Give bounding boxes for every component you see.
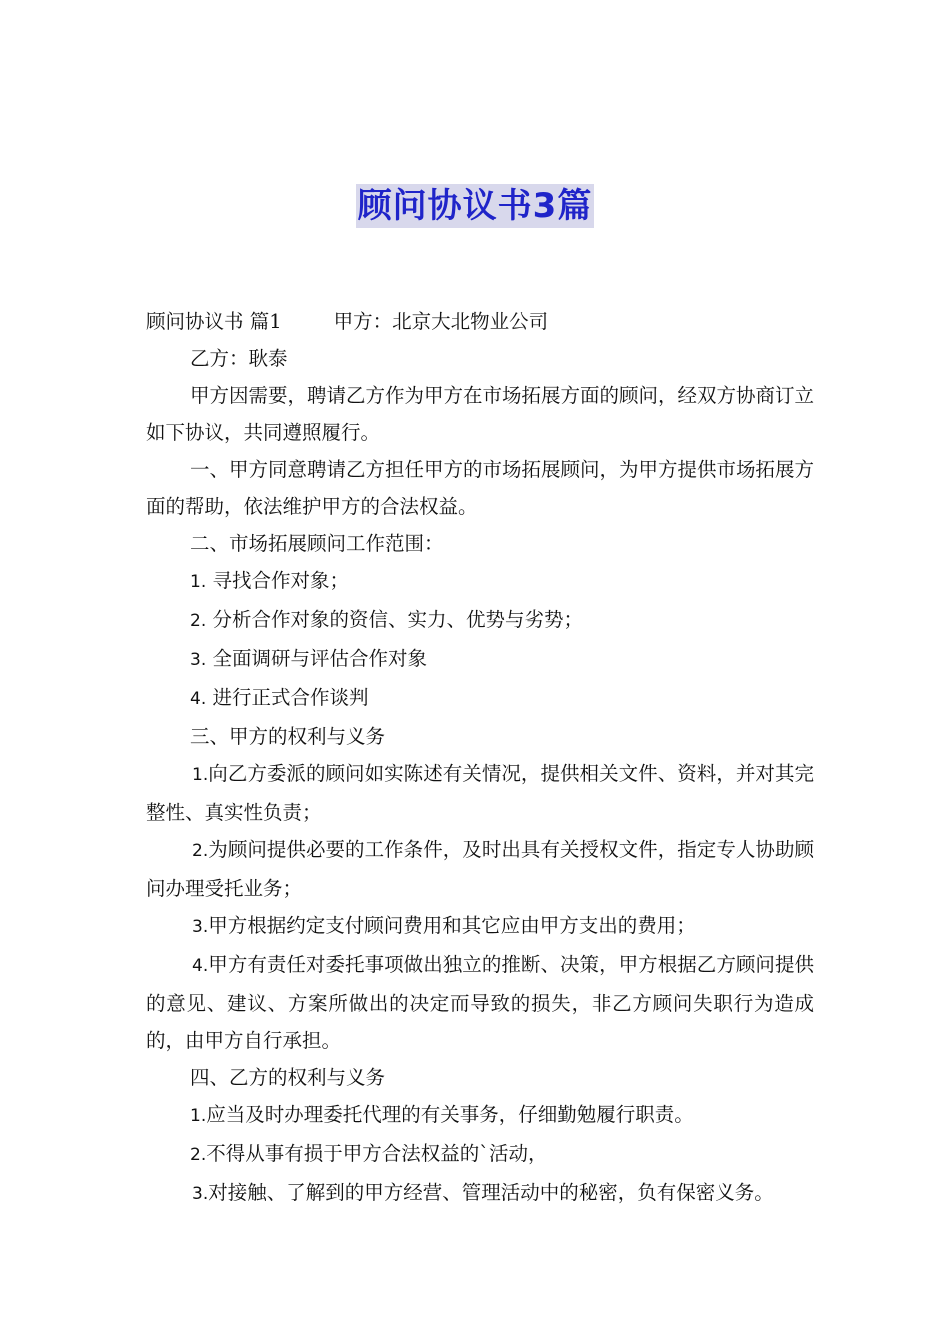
list-item: 4. 进行正式合作谈判	[190, 686, 369, 709]
paragraph: 甲方因需要，聘请乙方作为甲方在市场拓展方面的顾问，经双方协商订立如下协议，共同遵照履行。	[146, 384, 815, 444]
list-item: 3. 全面调研与评估合作对象	[190, 647, 427, 670]
heading-line	[146, 303, 814, 340]
section-heading: 四、乙方的权利与义务	[190, 1066, 386, 1089]
list-item: 1. 寻找合作对象；	[190, 569, 349, 592]
list-item: 2.不得从事有损于甲方合法权益的`活动，	[190, 1142, 548, 1165]
list-item: 2.为顾问提供必要的工作条件，及时出具有关授权文件，指定专人协助顾问办理受托业务；	[146, 838, 814, 900]
list-item: 2. 分析合作对象的资信、实力、优势与劣势；	[190, 608, 583, 631]
paragraph: 一、甲方同意聘请乙方担任甲方的市场拓展顾问，为甲方提供市场拓展方面的帮助，依法维护甲方的合法权益。	[146, 458, 815, 518]
document-body	[146, 303, 814, 1213]
section-label: 顾问协议书 篇1	[146, 310, 282, 333]
party-b: 乙方：耿泰	[190, 347, 288, 370]
section-heading: 三、甲方的权利与义务	[190, 725, 386, 748]
list-item: 1.应当及时办理委托代理的有关事务，仔细勤勉履行职责。	[190, 1103, 694, 1126]
list-item: 4.甲方有责任对委托事项做出独立的推断、决策，甲方根据乙方顾问提供的意见、建议、方案所做出的决定而导致的损失，非乙方顾问失职行为造成的，由甲方自行承担。	[146, 953, 814, 1052]
list-item: 3.对接触、了解到的甲方经营、管理活动中的秘密，负有保密义务。	[192, 1181, 774, 1204]
section-heading: 二、市场拓展顾问工作范围：	[190, 532, 444, 555]
party-a: 甲方：北京大北物业公司	[333, 310, 549, 333]
document-title: 顾问协议书3篇	[357, 186, 593, 226]
list-item: 3.甲方根据约定支付顾问费用和其它应由甲方支出的费用；	[192, 914, 696, 937]
list-item: 1.向乙方委派的顾问如实陈述有关情况，提供相关文件、资料，并对其完整性、真实性负责；	[146, 762, 814, 824]
document-title-wrap	[0, 178, 950, 227]
